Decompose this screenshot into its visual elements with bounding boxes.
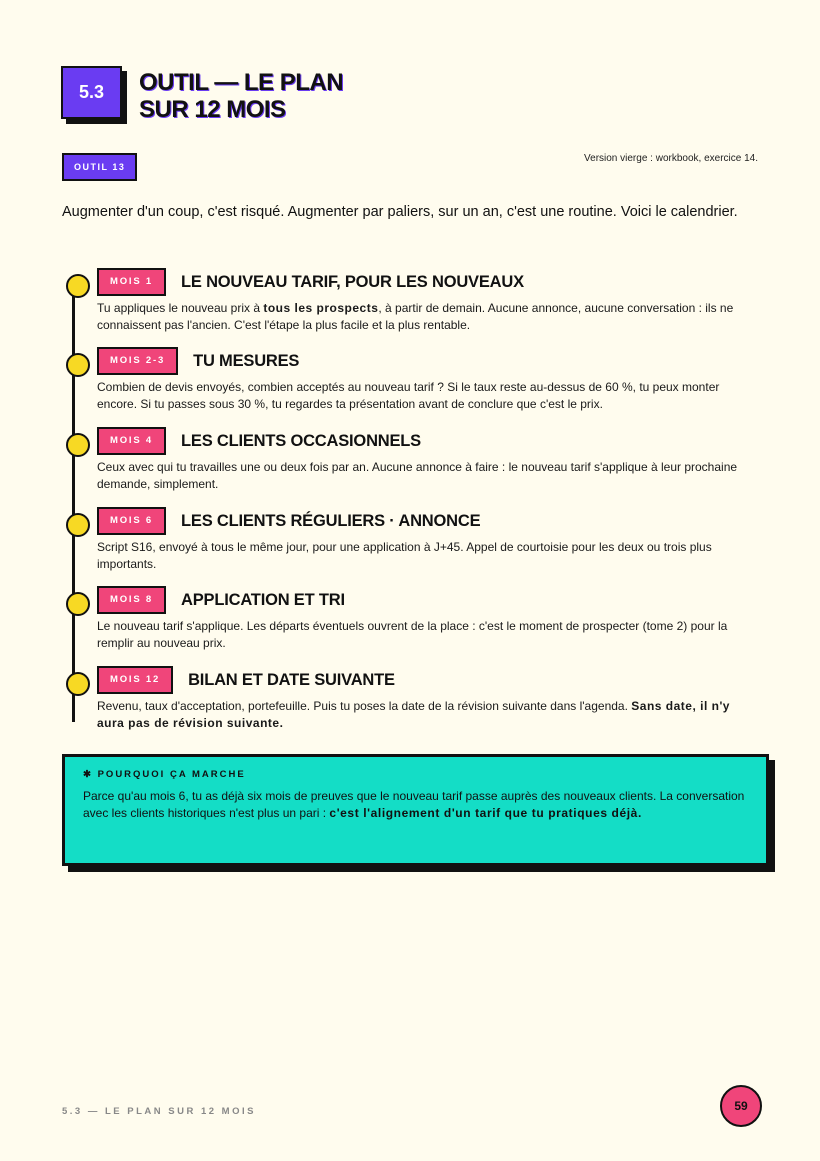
step-body: Combien de devis envoyés, combien acceptés au nouveau tarif ? Si le taux reste au-dessus de 60 %, tu peux monter encore. Si tu passes sous 30 %, tu regardes ta présentation avant de conclure que c'est le prix. — [97, 380, 720, 411]
timeline-dot — [66, 274, 90, 298]
intro-paragraph: Augmenter d'un coup, c'est risqué. Augmenter par paliers, sur un an, c'est une routine. Voici le calendrier. — [62, 204, 738, 220]
callout-label: ✱ POURQUOI ÇA MARCHE — [83, 769, 246, 780]
step-title: TU MESURES — [193, 351, 300, 370]
month-pill: MOIS 6 — [97, 507, 166, 535]
step-body-emphasis: Sans date, il n'y aura pas de révision suivante. — [97, 699, 730, 730]
month-pill: MOIS 4 — [97, 427, 166, 455]
callout-emphasis: c'est l'alignement d'un tarif que tu pratiques déjà. — [329, 806, 642, 820]
why-it-works-callout — [62, 754, 769, 866]
page-number: 59 — [734, 1099, 748, 1113]
step-body-emphasis: tous les prospects — [263, 301, 379, 315]
month-pill: MOIS 12 — [97, 666, 173, 694]
timeline-dot — [66, 513, 90, 537]
step-title: LES CLIENTS OCCASIONNELS — [181, 431, 421, 450]
step-title: LE NOUVEAU TARIF, POUR LES NOUVEAUX — [181, 272, 524, 291]
step-title: BILAN ET DATE SUIVANTE — [188, 670, 395, 689]
callout-text: Parce qu'au mois 6, tu as déjà six mois de preuves que le nouveau tarif passe auprès des nouveaux clients. La conversation avec les clients historiques n'est plus un pari : c'est l'alignement d'un tarif que tu pratiques déjà. — [83, 789, 745, 820]
month-pill: MOIS 1 — [97, 268, 166, 296]
step-body: Ceux avec qui tu travailles une ou deux fois par an. Aucune annonce à faire : le nouveau tarif s'applique à leur prochaine demande, simplement. — [97, 460, 738, 491]
page-title-line-2: SUR 12 MOIS — [139, 96, 286, 123]
timeline-line — [72, 284, 75, 722]
step-body: Le nouveau tarif s'applique. Les départs éventuels ouvrent de la place : c'est le moment de prospecter (tome 2) pour la remplir au nouveau prix. — [97, 619, 728, 650]
section-number-badge — [61, 66, 122, 119]
section-number: 5.3 — [78, 82, 105, 102]
page-title — [139, 69, 343, 123]
step-body: Tu appliques le nouveau prix à tous les prospects, à partir de demain. Aucune annonce, aucune conversation : ils ne connaissent pas l'ancien. C'est l'étape la plus facile et la plus rentable. — [97, 301, 734, 332]
step-body: Revenu, taux d'acceptation, portefeuille. Puis tu poses la date de la révision suivante dans l'agenda. Sans date, il n'y aura pas de révision suivante. — [97, 699, 730, 730]
timeline-dot — [66, 672, 90, 696]
step-body: Script S16, envoyé à tous le même jour, pour une application à J+45. Appel de courtoisie pour les deux ou trois plus importants. — [97, 540, 712, 571]
footer-section-label: 5.3 — LE PLAN SUR 12 MOIS — [62, 1106, 256, 1117]
version-note: Version vierge : workbook, exercice 14. — [584, 153, 758, 164]
tool-tag: OUTIL 13 — [62, 153, 137, 181]
month-pill: MOIS 8 — [97, 586, 166, 614]
step-title: LES CLIENTS RÉGULIERS · ANNONCE — [181, 511, 481, 530]
timeline-dot — [66, 592, 90, 616]
timeline-dot — [66, 433, 90, 457]
timeline-dot — [66, 353, 90, 377]
month-pill: MOIS 2-3 — [97, 347, 178, 375]
step-title: APPLICATION ET TRI — [181, 590, 345, 609]
page-title-line-1: OUTIL — LE PLAN — [139, 69, 344, 96]
page-number-badge — [720, 1085, 762, 1127]
